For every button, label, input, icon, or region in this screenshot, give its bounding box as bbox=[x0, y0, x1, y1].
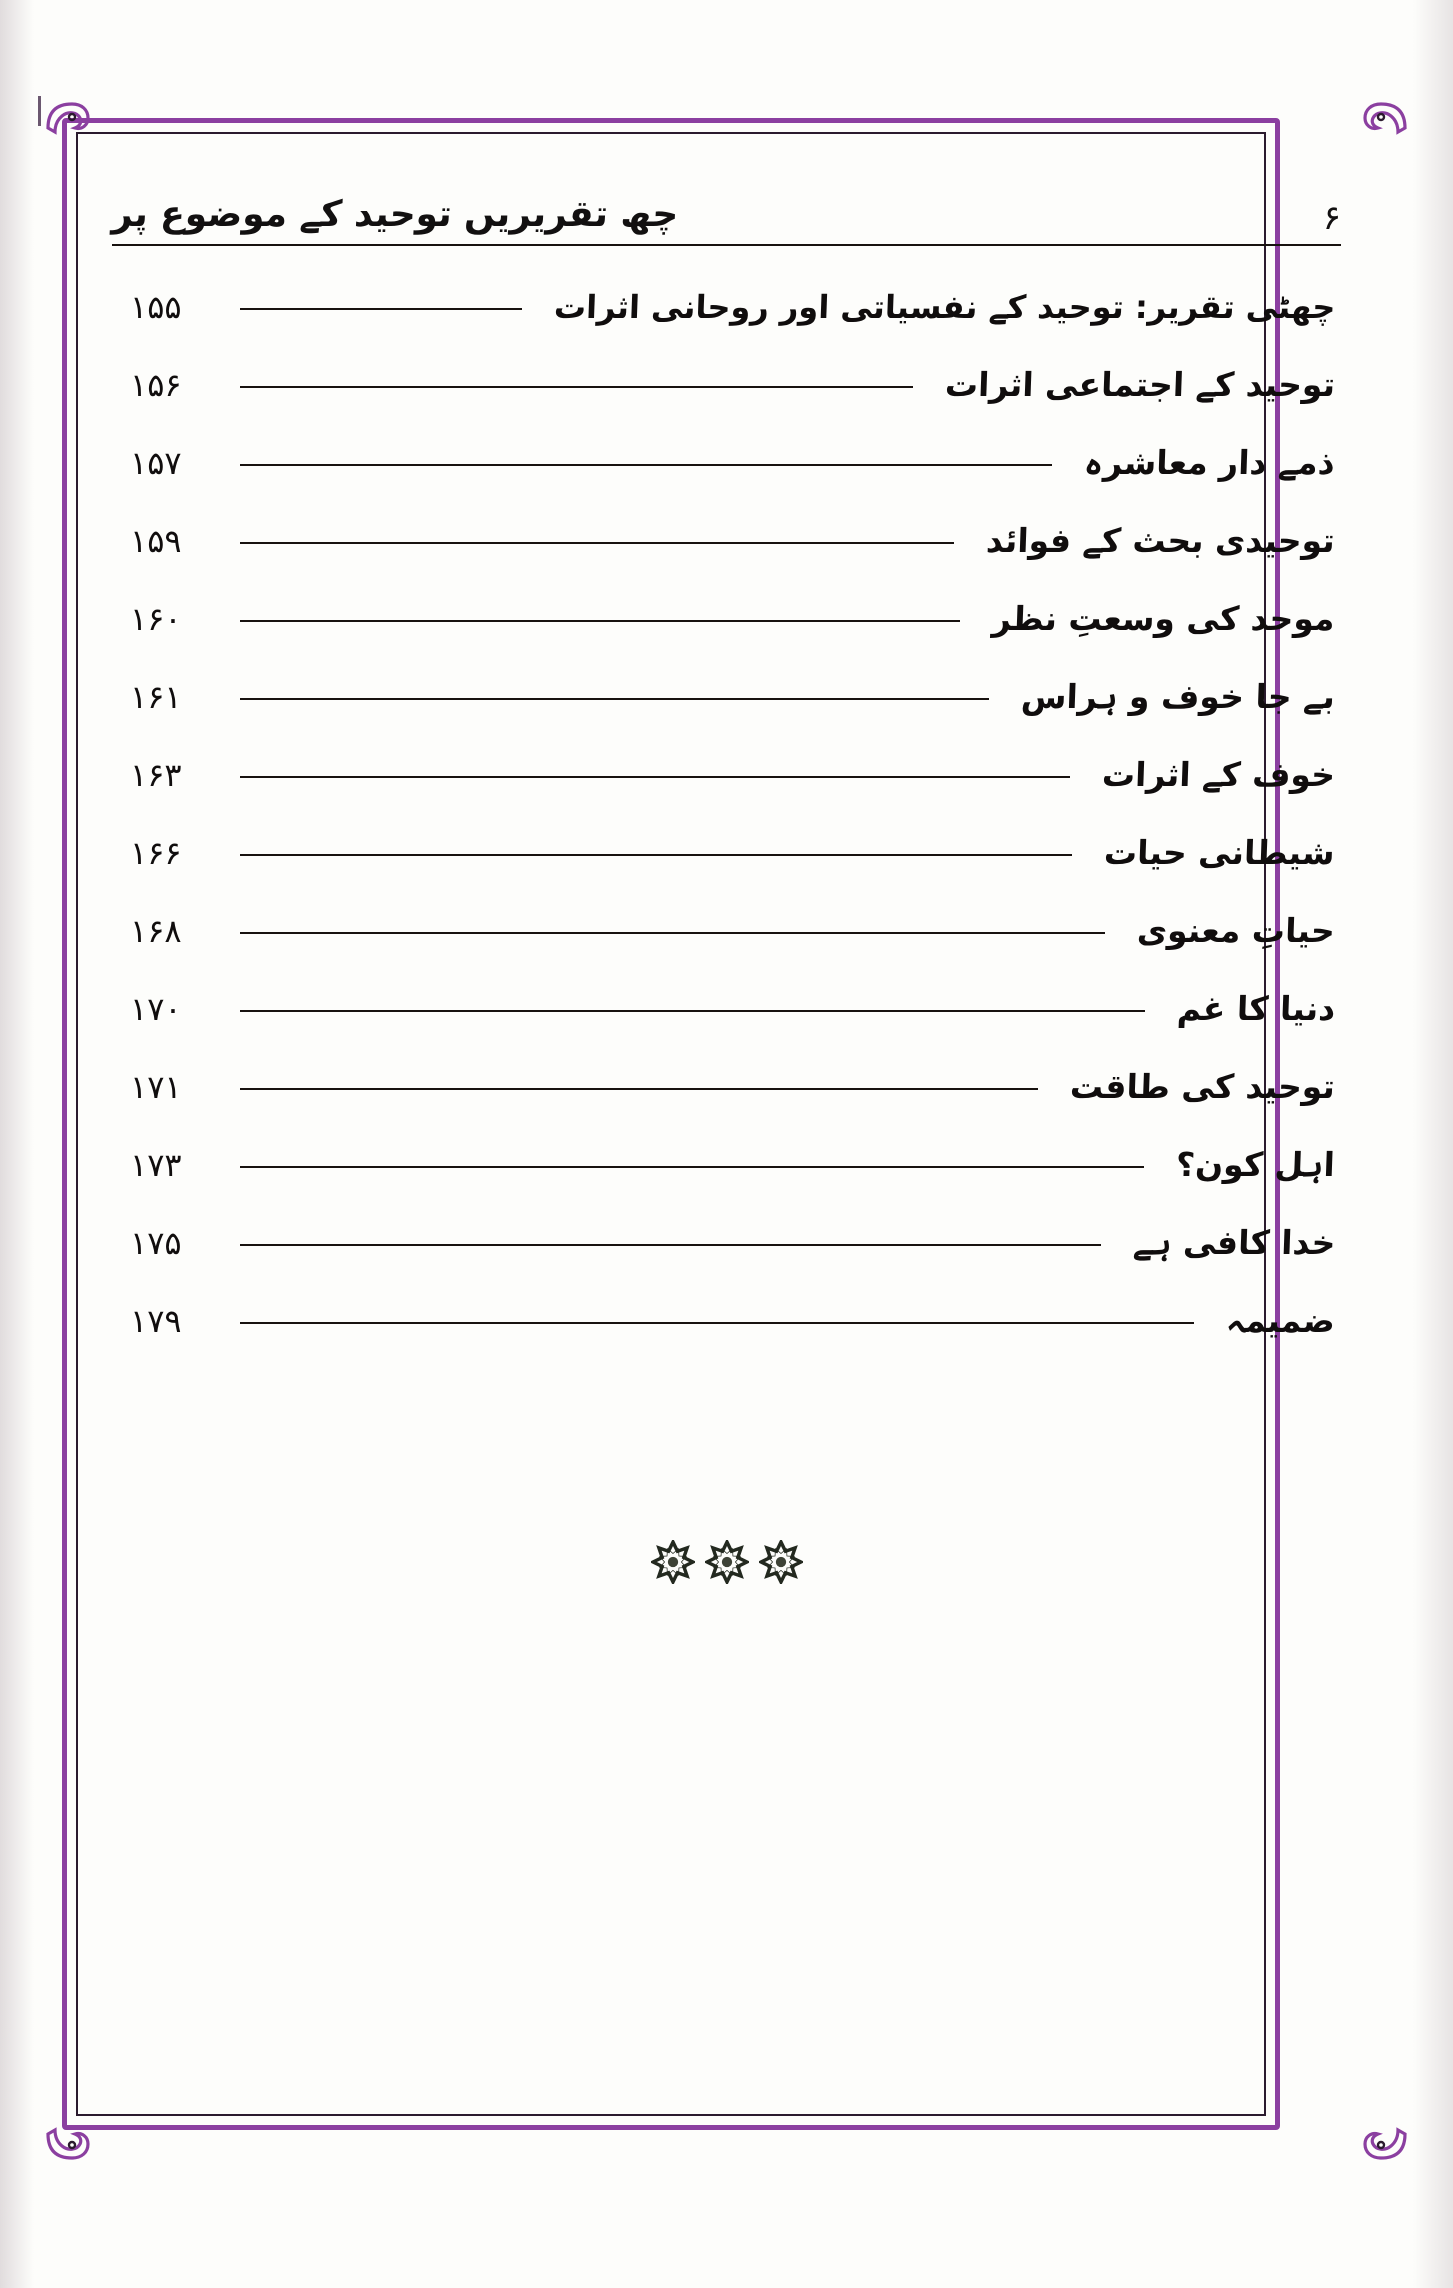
toc-entry-page-number: ۱۷۹ bbox=[130, 1302, 182, 1340]
page-title: چھ تقریریں توحید کے موضوع پر bbox=[110, 194, 680, 236]
toc-leader-line bbox=[240, 1244, 1101, 1246]
toc-entry[interactable] bbox=[130, 1204, 1335, 1282]
ornament-star-icon bbox=[651, 1540, 695, 1584]
toc-entry-page-number: ۱۵۹ bbox=[130, 522, 182, 560]
toc-entry-title: ضمیمہ bbox=[1225, 1301, 1336, 1341]
toc-entry[interactable] bbox=[130, 346, 1335, 424]
toc-entry-title: خدا کافی ہے bbox=[1131, 1223, 1336, 1263]
toc-entry-page-number: ۱۷۳ bbox=[130, 1146, 182, 1184]
toc-entry[interactable] bbox=[130, 658, 1335, 736]
toc-entry-title: شیطانی حیات bbox=[1103, 833, 1336, 873]
scan-edge-shadow-right bbox=[1413, 0, 1453, 2288]
toc-entry-page-number: ۱۵۷ bbox=[130, 444, 182, 482]
toc-entry[interactable] bbox=[130, 268, 1335, 346]
toc-entry-page-number: ۱۵۶ bbox=[130, 366, 182, 404]
toc-entry[interactable] bbox=[130, 736, 1335, 814]
toc-entry[interactable] bbox=[130, 1282, 1335, 1360]
toc-leader-line bbox=[240, 932, 1105, 934]
section-ornament bbox=[0, 1540, 1453, 1584]
toc-leader-line bbox=[240, 1010, 1145, 1012]
toc-entry-title: موحد کی وسعتِ نظر bbox=[991, 599, 1336, 639]
toc-entry-page-number: ۱۶۱ bbox=[130, 678, 182, 716]
toc-leader-line bbox=[240, 464, 1052, 466]
scan-edge-shadow-left bbox=[0, 0, 34, 2288]
toc-entry[interactable] bbox=[130, 892, 1335, 970]
toc-entry[interactable] bbox=[130, 424, 1335, 502]
toc-entry-title: اہل کون؟ bbox=[1175, 1145, 1336, 1185]
toc-entry-title: چھٹی تقریر: توحید کے نفسیاتی اور روحانی اثرات bbox=[552, 287, 1336, 326]
toc-entry-title: توحید کی طاقت bbox=[1069, 1067, 1336, 1107]
table-of-contents bbox=[130, 268, 1335, 1360]
scan-edge-mark bbox=[38, 96, 41, 126]
toc-entry[interactable] bbox=[130, 580, 1335, 658]
toc-entry[interactable] bbox=[130, 1126, 1335, 1204]
toc-entry-title: حیاتِ معنوی bbox=[1136, 911, 1336, 951]
folio-number: ۶ bbox=[1322, 198, 1341, 238]
toc-entry[interactable] bbox=[130, 1048, 1335, 1126]
toc-entry-page-number: ۱۶۶ bbox=[130, 834, 182, 872]
toc-leader-line bbox=[240, 542, 954, 544]
toc-entry-title: ذمے دار معاشرہ bbox=[1083, 443, 1336, 483]
toc-leader-line bbox=[240, 620, 960, 622]
toc-leader-line bbox=[240, 854, 1072, 856]
toc-leader-line bbox=[240, 1166, 1144, 1168]
toc-entry-page-number: ۱۷۵ bbox=[130, 1224, 182, 1262]
running-header bbox=[112, 150, 1341, 246]
toc-entry-title: دنیا کا غم bbox=[1176, 989, 1336, 1029]
toc-leader-line bbox=[240, 308, 522, 310]
toc-leader-line bbox=[240, 1088, 1038, 1090]
toc-entry-title: توحید کے اجتماعی اثرات bbox=[944, 365, 1336, 405]
toc-entry-page-number: ۱۶۰ bbox=[130, 600, 182, 638]
toc-leader-line bbox=[240, 386, 913, 388]
toc-leader-line bbox=[240, 1322, 1194, 1324]
toc-entry-title: خوف کے اثرات bbox=[1101, 755, 1336, 795]
toc-entry-page-number: ۱۷۱ bbox=[130, 1068, 182, 1106]
toc-entry-title: بے جا خوف و ہراس bbox=[1020, 677, 1336, 717]
corner-flourish-top-right-icon bbox=[1343, 102, 1407, 166]
toc-entry-page-number: ۱۶۳ bbox=[130, 756, 182, 794]
toc-leader-line bbox=[240, 776, 1070, 778]
toc-entry-page-number: ۱۷۰ bbox=[130, 990, 182, 1028]
toc-entry[interactable] bbox=[130, 502, 1335, 580]
toc-entry-page-number: ۱۵۵ bbox=[130, 288, 182, 326]
ornament-star-icon bbox=[759, 1540, 803, 1584]
toc-entry-title: توحیدی بحث کے فوائد bbox=[985, 521, 1336, 561]
toc-entry[interactable] bbox=[130, 814, 1335, 892]
toc-entry-page-number: ۱۶۸ bbox=[130, 912, 182, 950]
corner-flourish-bottom-right-icon bbox=[1343, 2096, 1407, 2160]
toc-leader-line bbox=[240, 698, 989, 700]
ornament-star-icon bbox=[705, 1540, 749, 1584]
toc-entry[interactable] bbox=[130, 970, 1335, 1048]
